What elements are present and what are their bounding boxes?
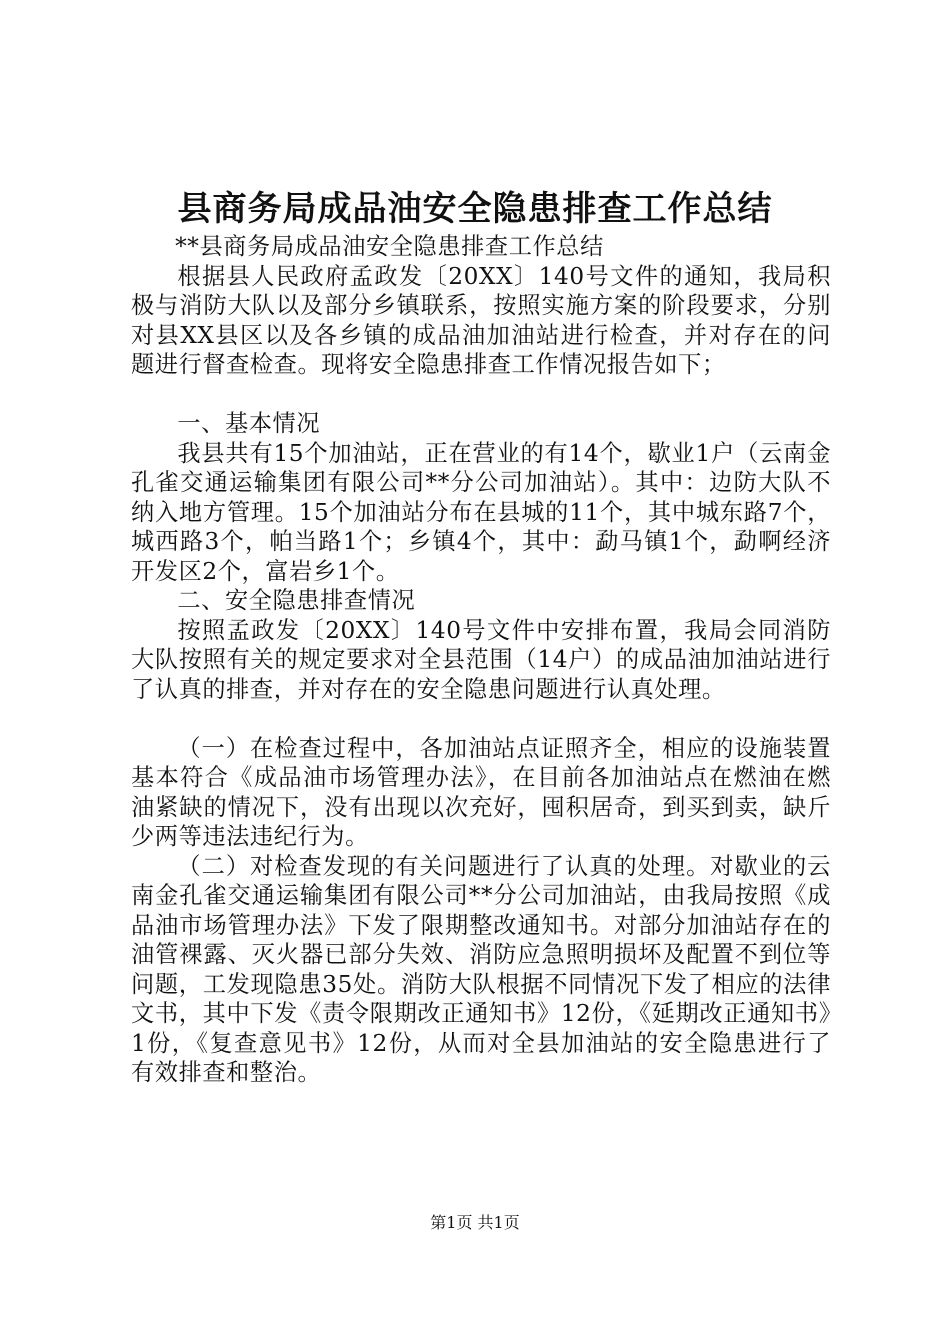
document-subtitle: **县商务局成品油安全隐患排查工作总结 [175, 233, 604, 260]
paragraph-inspection: 按照孟政发〔20XX〕140号文件中安排布置，我局会同消防大队按照有关的规定要求对全县范围（14户）的成品油加油站进行了认真的排查，并对存在的安全隐患问题进行认真处理。 [131, 616, 831, 703]
document-title: 县商务局成品油安全隐患排查工作总结 [177, 189, 773, 229]
paragraph-item-one: （一）在检查过程中，各加油站点证照齐全，相应的设施装置基本符合《成品油市场管理办法》，在目前各加油站点在燃油在燃油紧缺的情况下，没有出现以次充好，囤积居奇，到买到卖，缺斤少两等违法违纪行为。 [131, 734, 831, 850]
section-heading-basic: 一、基本情况 [177, 410, 321, 437]
document-body [131, 232, 831, 1088]
paragraph-basic-situation: 我县共有15个加油站，正在营业的有14个，歇业1户（云南金孔雀交通运输集团有限公司**分公司加油站）。其中：边防大队不纳入地方管理。15个加油站分布在县城的11个，其中城东路7个，城西路3个，帕当路1个；乡镇4个，其中：勐马镇1个，勐啊经济开发区2个，富岩乡1个。 [131, 439, 831, 585]
page-number: 第1页 共1页 [430, 1213, 520, 1232]
paragraph-intro: 根据县人民政府孟政发〔20XX〕140号文件的通知，我局积极与消防大队以及部分乡镇联系，按照实施方案的阶段要求，分别对县XX县区以及各乡镇的成品油加油站进行检查，并对存在的问题进行督查检查。现将安全隐患排查工作情况报告如下； [131, 262, 831, 378]
section-heading-inspection: 二、安全隐患排查情况 [177, 587, 416, 614]
paragraph-item-two: （二）对检查发现的有关问题进行了认真的处理。对歇业的云南金孔雀交通运输集团有限公司**分公司加油站，由我局按照《成品油市场管理办法》下发了限期整改通知书。对部分加油站存在的油管裸露、灭火器已部分失效、消防应急照明损坏及配置不到位等问题，工发现隐患35处。消防大队根据不同情况下发了相应的法律文书，其中下发《责令限期改正通知书》12份，《延期改正通知书》1份，《复查意见书》12份，从而对全县加油站的安全隐患进行了有效排查和整治。 [131, 852, 831, 1086]
